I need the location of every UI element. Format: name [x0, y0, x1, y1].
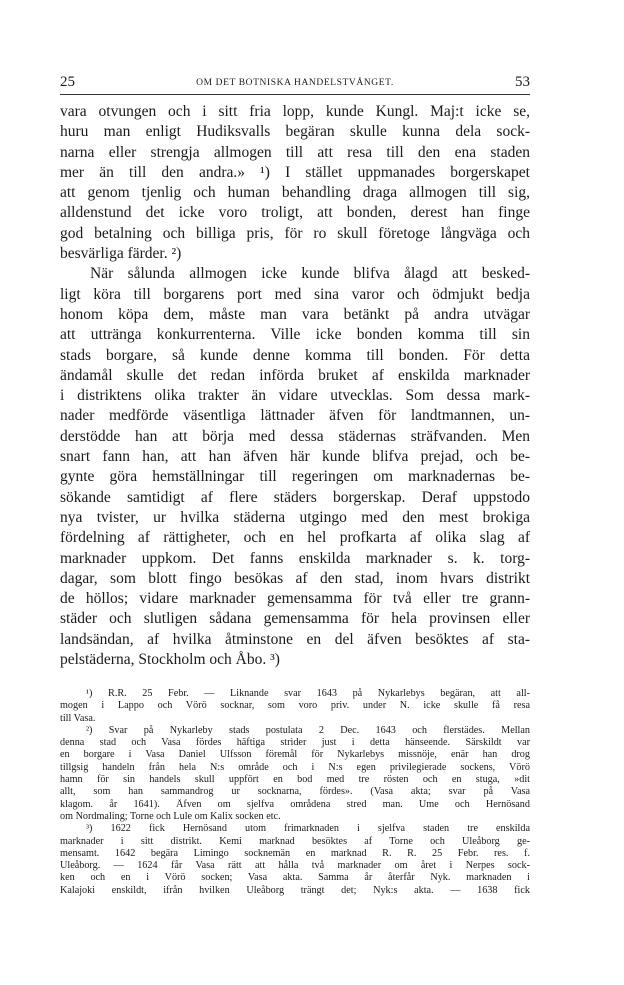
footnote-line: Kalajoki enskildt, ifrån hvilken Uleåborg trängt det; Nyk:s akta. — 1638 fick: [60, 884, 530, 896]
footnote-line: ¹) R.R. 25 Febr. — Liknande svar 1643 på Nykarlebys begäran, att all-: [86, 688, 530, 699]
footnotes: [60, 688, 530, 897]
footnote-line: klagom. år 1641). Äfven om sjelfva områdena stred man. Ume och Hernösand: [60, 798, 530, 810]
footnote-line: mogen i Lappo och Vörö socknar, som voro priv. under N. icke skulle få resa: [60, 700, 530, 712]
body-line: i distriktens olika trakter än vidare utvecklas. Som dessa mark-: [60, 387, 530, 405]
body-line: ligt köra till borgarens port med sina varor och ödmjukt bedja: [60, 285, 530, 303]
header-rule: [60, 94, 530, 95]
body-text: [60, 102, 530, 670]
footnote-line: mensamt. 1642 begära Limingo socknemän en marknad R. R. 25 Febr. res. f.: [60, 847, 530, 859]
body-line: nader medförde väsentliga lättnader äfven för landtmannen, un-: [60, 407, 530, 425]
body-line: vara otvungen och i sitt fria lopp, kunde Kungl. Maj:t icke se,: [60, 103, 530, 120]
footnote-line: till Vasa.: [60, 712, 96, 724]
body-line: honom köpa dem, måste man vara betänkt på andra utvägar: [60, 305, 530, 323]
body-line: de höllos; vidare marknader gemensamma för två eller tre grann-: [60, 590, 530, 608]
running-header: [60, 74, 530, 92]
page-number-left: 25: [60, 74, 75, 90]
footnote-line: tillgsig handeln från hela N:s område och i N:s egen privilegierade sockens, Vörö: [60, 761, 530, 773]
running-title: OM DET BOTNISKA HANDELSTVÅNGET.: [196, 78, 394, 88]
body-line: sökande samtidigt af flere städers borgerskap. Deraf uppstodo: [60, 488, 530, 506]
footnote-line: marknader i sitt distrikt. Kemi marknad besöktes af Torne och Uleåborg ge-: [60, 835, 530, 847]
footnote-line: Uleåborg. — 1624 får Vasa rätt att hålla två marknader om året i Nerpes sock-: [60, 860, 530, 872]
footnote-line: hamn för sin handels skull uppfört en bod med tre rösten och en stuga, »dit: [60, 774, 530, 786]
body-line: landsändan, af hvilka åtminstone en del äfven besöktes af sta-: [60, 630, 530, 648]
body-line: nya tvister, ur hvilka städerna utgingo med den mest brokiga: [60, 508, 530, 526]
body-line: besvärliga färder. ²): [60, 245, 182, 263]
body-line: mer än till den andra.» ¹) I stället uppmanades borgerskapet: [60, 163, 530, 181]
footnote-line: en borgare i Vasa Daniel Ulfsson föremål för Nykarlebys missnöje, enär han drog: [60, 749, 530, 761]
body-line: gynte göra hemställningar till regeringen om marknadernas be-: [60, 468, 530, 486]
footnote-line: allt, som han sammandrog ur socknarna, fördes». (Vasa akta; svar på Vasa: [60, 786, 530, 798]
body-line: pelstäderna, Stockholm och Åbo. ³): [60, 651, 280, 669]
page-number-right: 53: [515, 74, 530, 90]
body-line: derstödde han att börja med dessa städernas sträfvanden. Men: [60, 427, 530, 445]
body-line: ändamål skulle det redan införda bruket af enskilda marknader: [60, 366, 530, 384]
body-line: alldenstund det icke voro troligt, att bonden, derest han finge: [60, 204, 530, 222]
body-line: narna eller strengja allmogen till att resa till den ena staden: [60, 143, 530, 161]
body-line: huru man enligt Hudiksvalls begäran skulle kunna dela sock-: [60, 123, 530, 141]
body-line: dagar, som blott fingo besökas af den stad, inom hvars distrikt: [60, 569, 530, 587]
footnote-line: denna stad och Vasa fördes häftiga strider just i detta hänseende. Särskildt var: [60, 737, 530, 749]
body-line: fördelning af rättigheter, och en hel profkarta af olika slag af: [60, 529, 530, 547]
body-line: marknader uppkom. Det fanns enskilda marknader s. k. torg-: [60, 549, 530, 567]
footnote-line: om Nordmaling; Torne och Lule om Kalix socken etc.: [60, 810, 281, 822]
footnote-line: ken och en i Vörö socken; Vasa akta. Samma år återfår Nyk. marknaden i: [60, 872, 530, 884]
body-line: god betalning och billiga pris, för ro skull företoge långväga och: [60, 224, 530, 242]
body-line: snart fann han, att han äfven här kunde blifva prejad, och be-: [60, 448, 530, 466]
body-line: städer och slutligen sådana gemensamma för hela provinsen eller: [60, 610, 530, 628]
footnote-line: ³) 1622 fick Hernösand utom frimarknaden i sjelfva staden tre enskilda: [86, 823, 530, 835]
body-line: När sålunda allmogen icke kunde blifva ålagd att besked-: [90, 265, 530, 283]
body-line: att utträngа konkurrenterna. Ville icke bonden komma till sin: [60, 326, 530, 344]
footnote-line: ²) Svar på Nykarleby stads postulata 2 Dec. 1643 och flerstädes. Mellan: [86, 724, 530, 736]
body-line: att genom tjenlig och human behandling draga allmogen till sig,: [60, 184, 530, 202]
body-line: stads borgare, så kunde denne komma till bonden. För detta: [60, 346, 530, 364]
